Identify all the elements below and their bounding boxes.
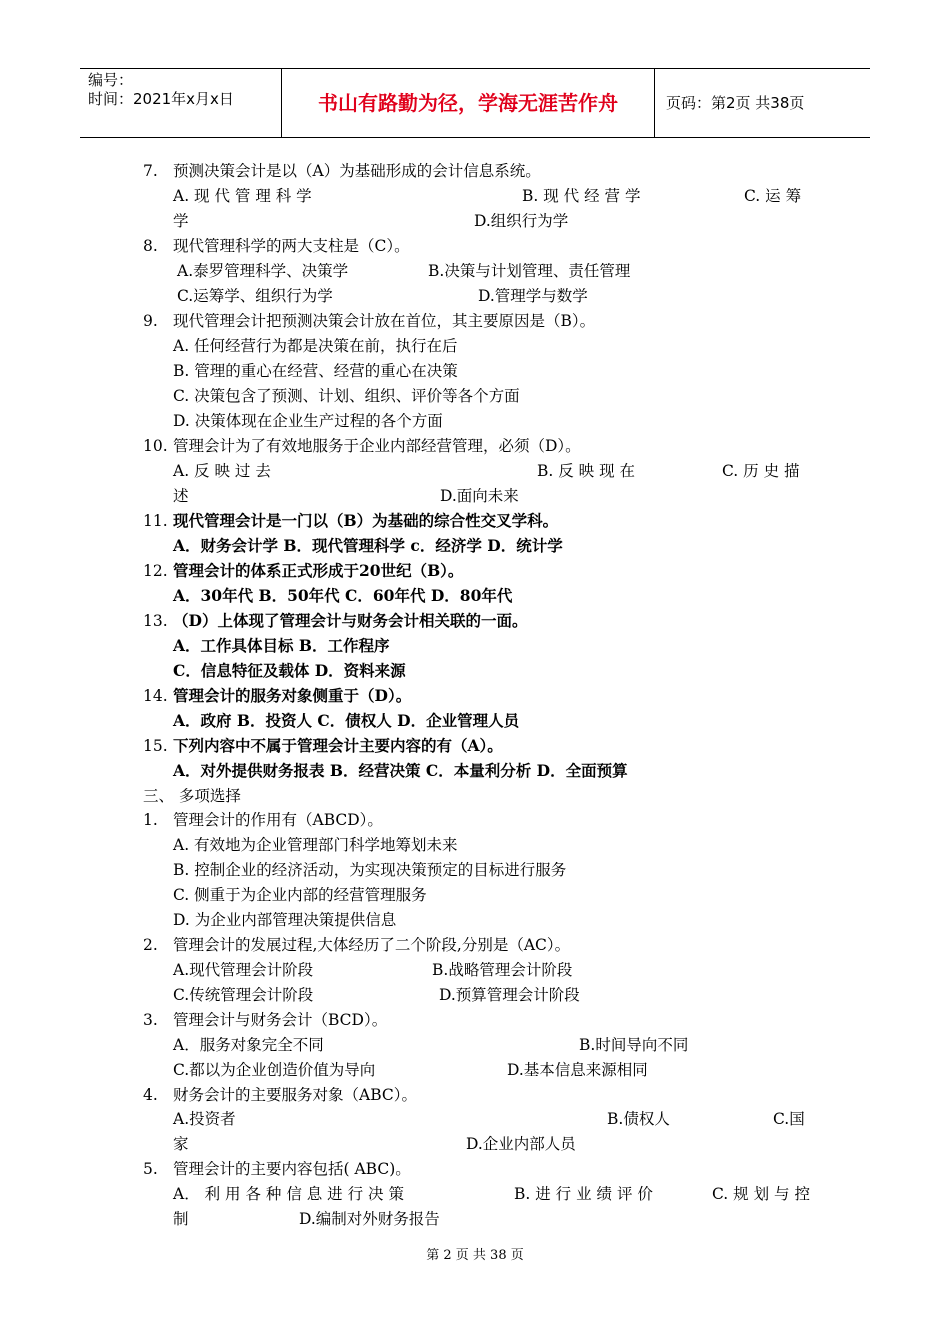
m3-number: 3. — [143, 1011, 158, 1029]
page-header — [80, 68, 870, 138]
m1-option-d: D. 为企业内部管理决策提供信息 — [173, 911, 397, 929]
m4-option-d: D.企业内部人员 — [466, 1135, 576, 1153]
m4-option-b: B.债权人 — [607, 1110, 670, 1128]
q8-option-b: B.决策与计划管理、责任管理 — [428, 262, 631, 280]
q10-number: 10. — [143, 437, 168, 455]
q14-number: 14. — [143, 687, 168, 705]
m3-option-a: A．服务对象完全不同 — [173, 1036, 324, 1054]
q9-option-c: C. 决策包含了预测、计划、组织、评价等各个方面 — [173, 387, 520, 405]
q7-number: 7. — [143, 162, 158, 180]
q10-option-c-wrap: 述 — [173, 487, 189, 505]
q13-options-line1: A．工作具体目标 B．工作程序 — [173, 636, 390, 655]
m2-stem: 管理会计的发展过程,大体经历了二个阶段,分别是（AC）。 — [173, 936, 571, 954]
m1-stem: 管理会计的作用有（ABCD）。 — [173, 811, 383, 829]
q13-stem: （D）上体现了管理会计与财务会计相关联的一面。 — [173, 611, 528, 630]
m5-option-d: D.编制对外财务报告 — [299, 1210, 440, 1228]
m4-option-c: C.国 — [773, 1110, 805, 1128]
q13-options-line2: C．信息特征及载体 D．资料来源 — [173, 661, 406, 680]
q8-number: 8. — [143, 237, 158, 255]
m2-option-b: B.战略管理会计阶段 — [432, 961, 573, 979]
q15-stem: 下列内容中不属于管理会计主要内容的有（A）。 — [173, 736, 503, 755]
q12-stem: 管理会计的体系正式形成于20世纪（B）。 — [173, 561, 464, 580]
header-meta — [80, 69, 282, 137]
q9-number: 9. — [143, 312, 158, 330]
section-heading: 三、 多项选择 — [143, 787, 241, 805]
q8-option-d: D.管理学与数学 — [478, 287, 588, 305]
m1-option-c: C. 侧重于为企业内部的经营管理服务 — [173, 886, 427, 904]
m3-option-d: D.基本信息来源相同 — [507, 1061, 648, 1079]
m3-option-c: C.都以为企业创造价值为导向 — [173, 1061, 376, 1079]
m1-option-a: A. 有效地为企业管理部门科学地筹划未来 — [173, 836, 458, 854]
q9-option-b: B. 管理的重心在经营、经营的重心在决策 — [173, 362, 458, 380]
q8-stem: 现代管理科学的两大支柱是（C）。 — [173, 237, 410, 255]
header-time: 时间：2021年x月x日 — [88, 90, 234, 108]
m2-option-c: C.传统管理会计阶段 — [173, 986, 314, 1004]
q7-stem: 预测决策会计是以（A）为基础形成的会计信息系统。 — [173, 162, 541, 180]
m2-number: 2. — [143, 936, 158, 954]
q10-option-a: A. 反 映 过 去 — [173, 462, 271, 480]
q7-option-a: A. 现 代 管 理 科 学 — [173, 187, 312, 205]
m5-option-c-wrap: 制 — [173, 1210, 189, 1228]
m5-number: 5. — [143, 1160, 158, 1178]
m4-number: 4. — [143, 1086, 158, 1104]
q10-option-d: D.面向未来 — [440, 487, 519, 505]
m4-stem: 财务会计的主要服务对象（ABC）。 — [173, 1086, 417, 1104]
m2-option-d: D.预算管理会计阶段 — [439, 986, 580, 1004]
q7-option-c-wrap: 学 — [173, 212, 189, 230]
header-motto: 书山有路勤为径，学海无涯苦作舟 — [282, 69, 655, 137]
q7-option-b: B. 现 代 经 营 学 — [522, 187, 641, 205]
q9-option-d: D. 决策体现在企业生产过程的各个方面 — [173, 412, 443, 430]
q15-number: 15. — [143, 737, 168, 755]
m5-option-b: B. 进 行 业 绩 评 价 — [514, 1185, 653, 1203]
q9-stem: 现代管理会计把预测决策会计放在首位，其主要原因是（B）。 — [173, 312, 596, 330]
q10-option-c: C. 历 史 描 — [722, 462, 800, 480]
q11-stem: 现代管理会计是一门以（B）为基础的综合性交叉学科。 — [173, 511, 559, 530]
q7-option-c: C. 运 筹 — [744, 187, 802, 205]
q10-stem: 管理会计为了有效地服务于企业内部经营管理，必须（D）。 — [173, 437, 581, 455]
page-footer: 第 2 页 共 38 页 — [426, 1248, 524, 1263]
header-id: 编号： — [88, 71, 134, 89]
m1-option-b: B. 控制企业的经济活动，为实现决策预定的目标进行服务 — [173, 861, 567, 879]
q9-option-a: A. 任何经营行为都是决策在前，执行在后 — [173, 337, 458, 355]
q13-number: 13. — [143, 612, 168, 630]
q12-options: A．30年代 B．50年代 C．60年代 D．80年代 — [173, 586, 513, 605]
m3-stem: 管理会计与财务会计（BCD）。 — [173, 1011, 388, 1029]
m1-number: 1. — [143, 811, 158, 829]
q10-option-b: B. 反 映 现 在 — [537, 462, 636, 480]
q14-options: A．政府 B．投资人 C．债权人 D．企业管理人员 — [173, 711, 520, 730]
q12-number: 12. — [143, 562, 168, 580]
q8-option-a: A.泰罗管理科学、决策学 — [177, 262, 349, 280]
q15-options: A．对外提供财务报表 B．经营决策 C．本量利分析 D．全面预算 — [173, 761, 628, 780]
q11-number: 11. — [143, 512, 168, 530]
q11-options: A．财务会计学 B．现代管理科学 c．经济学 D．统计学 — [173, 536, 563, 555]
header-page-info: 页码：第2页 共38页 — [666, 94, 805, 112]
m5-stem: 管理会计的主要内容包括( ABC)。 — [173, 1160, 411, 1178]
m5-option-c: C. 规 划 与 控 — [712, 1185, 810, 1203]
m3-option-b: B.时间导向不同 — [579, 1036, 689, 1054]
m4-option-a: A.投资者 — [173, 1110, 236, 1128]
m2-option-a: A.现代管理会计阶段 — [173, 961, 314, 979]
m5-option-a: A． 利 用 各 种 信 息 进 行 决 策 — [173, 1185, 404, 1203]
q8-option-c: C.运筹学、组织行为学 — [177, 287, 333, 305]
q7-option-d: D.组织行为学 — [474, 212, 569, 230]
m4-option-c-wrap: 家 — [173, 1135, 189, 1153]
q14-stem: 管理会计的服务对象侧重于（D）。 — [173, 686, 412, 705]
